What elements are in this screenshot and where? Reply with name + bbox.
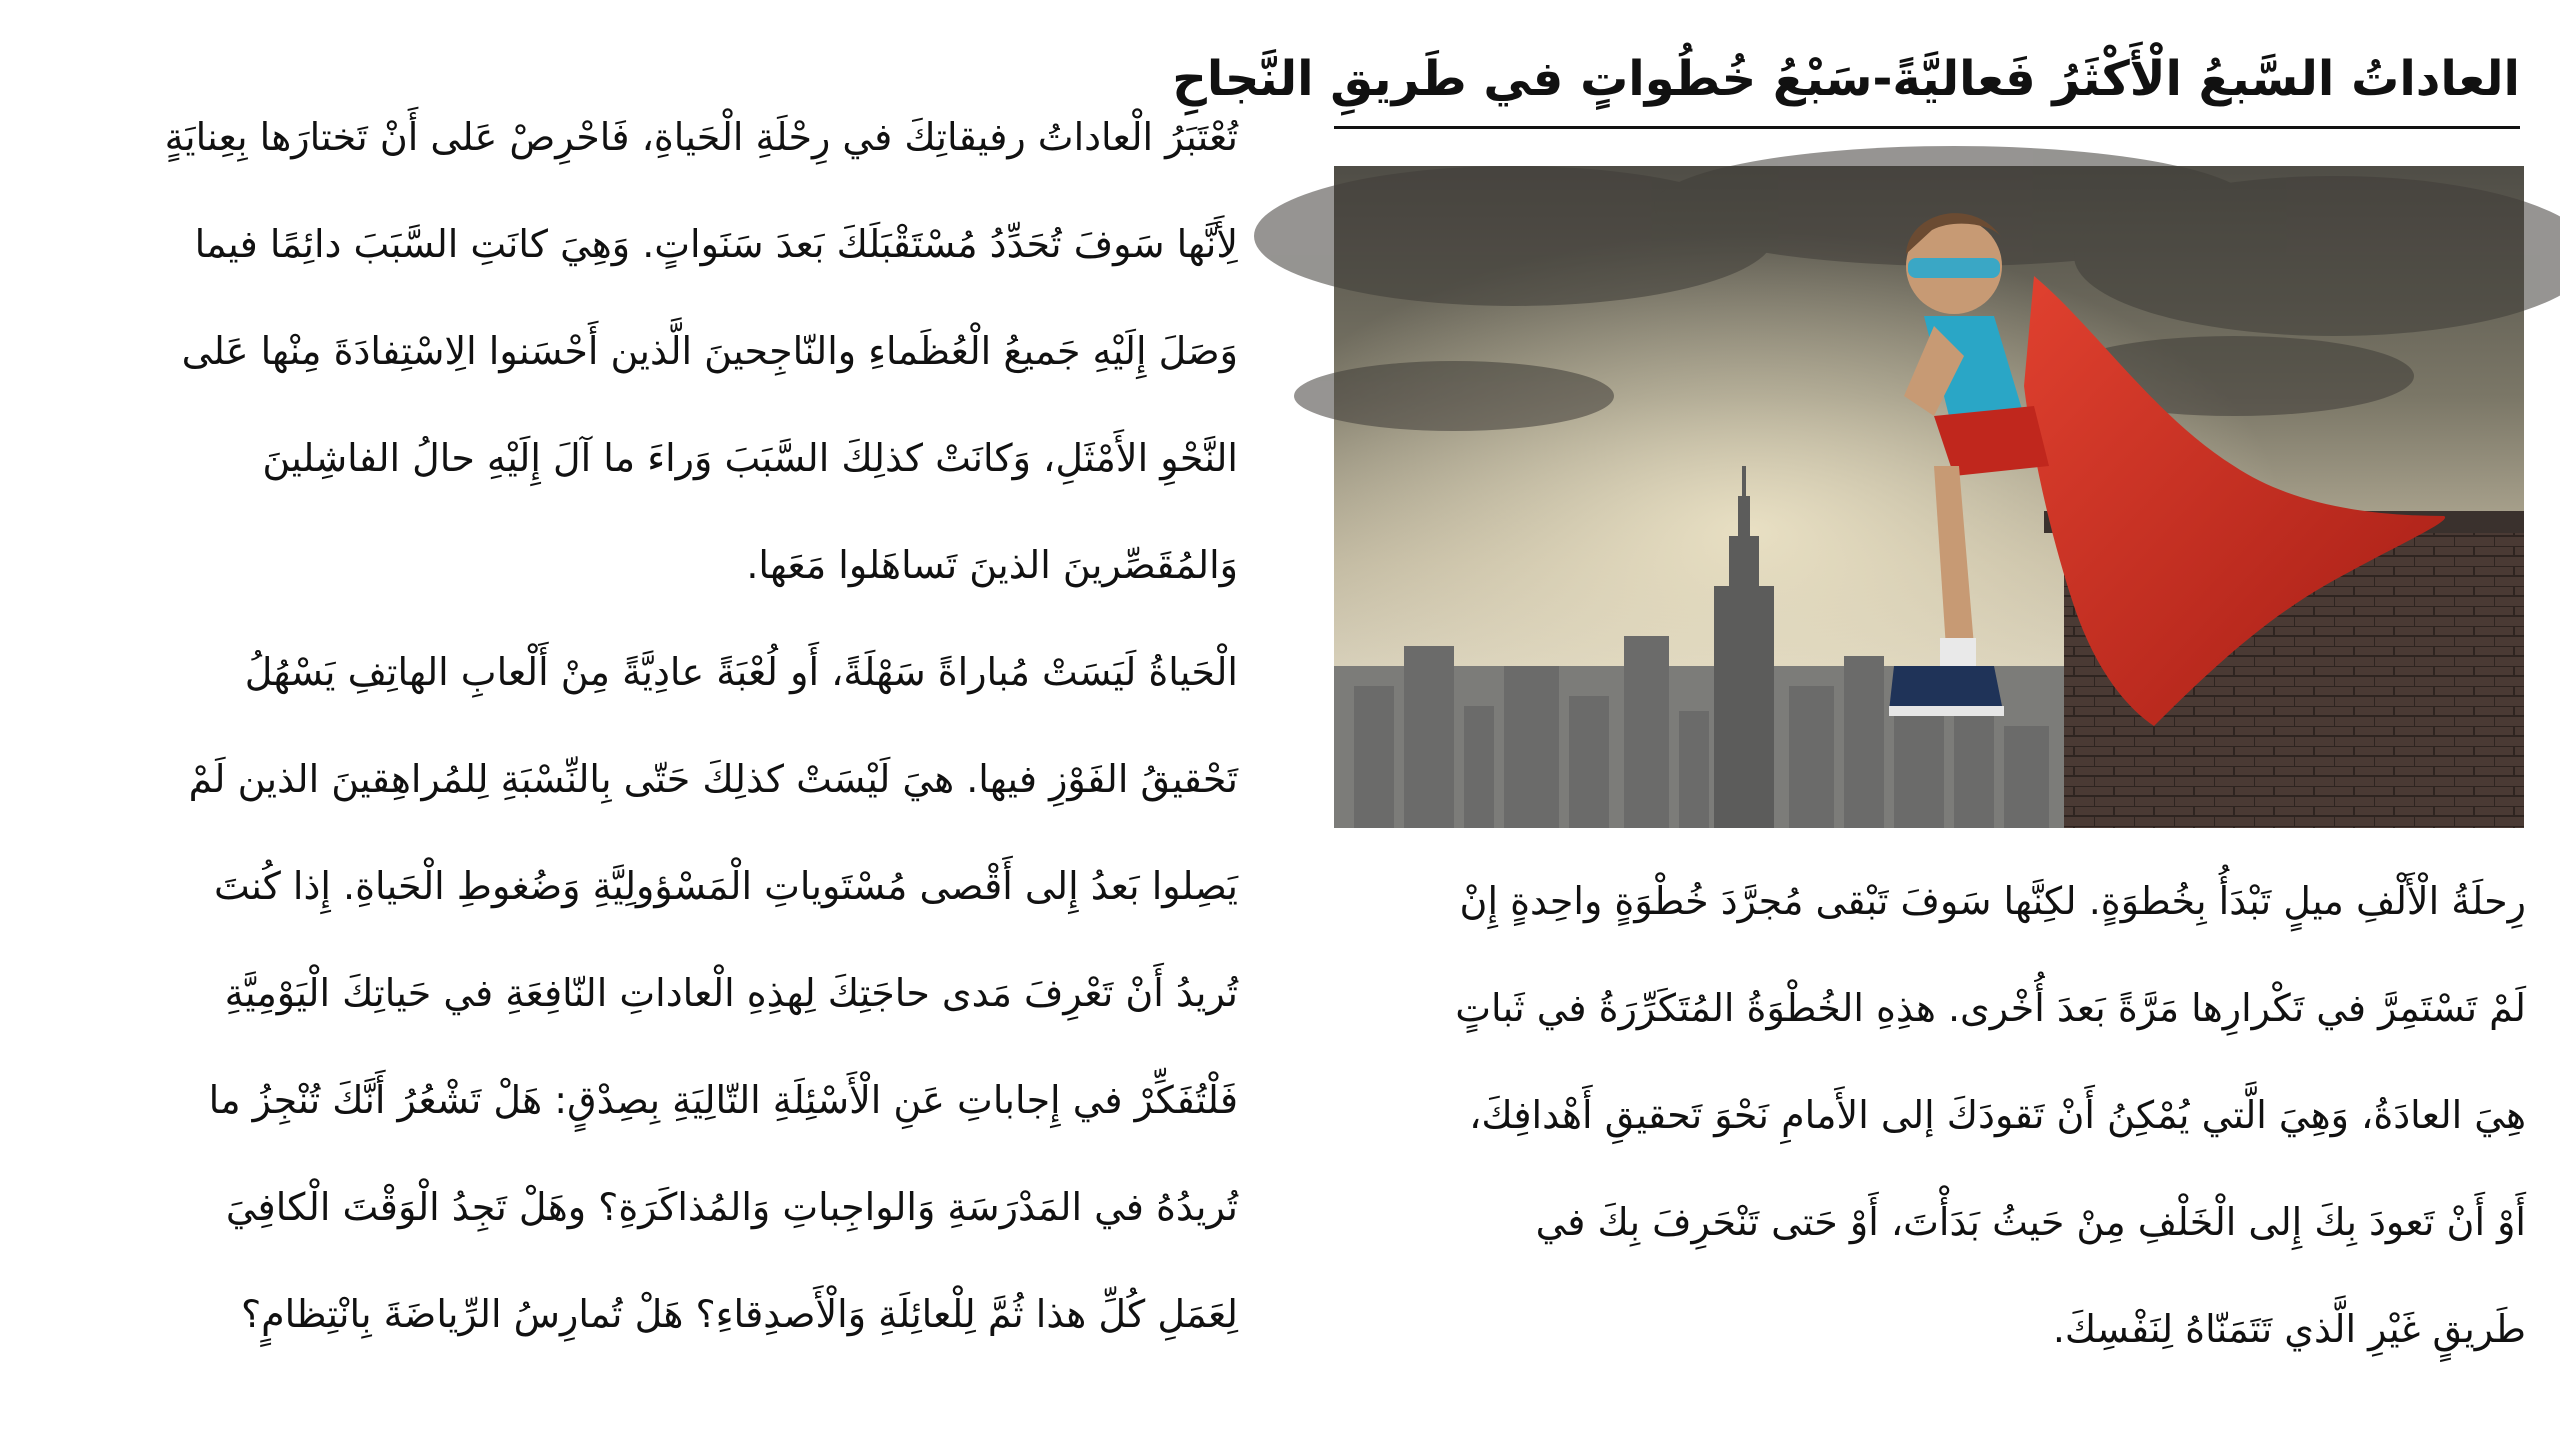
text-line: فَلْتُفَكِّرْ في إِجاباتِ عَنِ الْأَسْئِلَةِ التّالِيَةِ بِصِدْقٍ: هَلْ تَشْعُرُ أَنَّكَ تُنْجِزُ ما <box>208 1078 1238 1122</box>
text-line: تُريدُهُ في المَدْرَسَةِ وَالواجِباتِ وَالمُذاكَرَةِ؟ وهَلْ تَجِدُ الْوَقْتَ الْكافِيَ <box>225 1185 1238 1229</box>
text-line: تُريدُ أَنْ تَعْرِفَ مَدى حاجَتِكَ لِهذِهِ الْعاداتِ النّافِعَةِ في حَياتِكَ الْيَوْمِيَّةِ <box>224 971 1238 1015</box>
text-line: طَريقٍ غَيْرِ الَّذي تَتَمَنّاهُ لِنَفْسِكَ. <box>2052 1307 2526 1351</box>
text-line: لَمْ تَسْتَمِرَّ في تَكْرارِها مَرَّةً بَعدَ أُخْرى. هذِهِ الخُطْوَةُ المُتَكَرِّرَةُ في ثَباتٍ <box>1455 986 2526 1030</box>
text-line: النَّحْوِ الأَمْثَلِ، وَكانَتْ كذلِكَ السَّبَبَ وَراءَ ما آلَ إِلَيْهِ حالُ الفاشِلينَ <box>262 436 1238 480</box>
title-underline <box>1334 126 2520 129</box>
article-title: العاداتُ السَّبعُ الْأَكْثَرُ فَعاليَّةً-سَبْعُ خُطُواتٍ في طَريقِ النَّجاحِ <box>1172 51 2520 107</box>
text-line: تُعْتَبَرُ الْعاداتُ رفيقاتِكَ في رِحْلَةِ الْحَياةِ، فَاحْرِصْ عَلى أَنْ تَختارَها بِعِنايَةٍ <box>164 115 1238 159</box>
text-line: لِعَمَلِ كُلِّ هذا ثُمَّ لِلْعائِلَةِ وَالْأَصدِقاءِ؟ هَلْ تُمارِسُ الرِّياضَةَ بِانْتِظامٍ؟ <box>240 1292 1238 1336</box>
left-column-text <box>60 84 1238 1368</box>
hero-image <box>1334 166 2524 828</box>
text-line: يَصِلوا بَعدُ إِلى أَقْصى مُسْتَوياتِ الْمَسْؤولِيَّةِ وَضُغوطِ الْحَياةِ. إِذا كُنتَ <box>213 864 1238 908</box>
text-line: لِأَنَّها سَوفَ تُحَدِّدُ مُسْتَقْبَلَكَ بَعدَ سَنَواتٍ. وَهِيَ كانَتِ السَّبَبَ دائِمًا فيما <box>194 222 1238 266</box>
text-line: تَحْقيقُ الفَوْزِ فيها. هيَ لَيْسَتْ كذلِكَ حَتّى بِالنِّسْبَةِ لِلمُراهِقينَ الذين لَمْ <box>188 757 1238 801</box>
text-line: هِيَ العادَةُ، وَهِيَ الَّتي يُمْكِنُ أَنْ تَقودَكَ إلى الأَمامِ نَحْوَ تَحقيقِ أَهْدافِكَ، <box>1469 1093 2526 1137</box>
right-column-text <box>1334 848 2526 1383</box>
text-line: أَوْ أَنْ تَعودَ بِكَ إِلى الْخَلْفِ مِنْ حَيثُ بَدَأْتَ، أَوْ حَتى تَنْحَرِفَ بِكَ في <box>1535 1200 2526 1244</box>
text-line: رِحلَةُ الْأَلْفِ ميلٍ تَبْدَأُ بِخُطوَةٍ. لكِنَّها سَوفَ تَبْقى مُجرَّدَ خُطْوَةٍ واحِدةٍ إِنْ <box>1459 879 2526 923</box>
text-line: وَالمُقَصِّرينَ الذينَ تَساهَلوا مَعَها. <box>746 543 1238 587</box>
text-line: وَصَلَ إِلَيْهِ جَميعُ الْعُظَماءِ والنّاجِحينَ الَّذين أَحْسَنوا الِاسْتِفادَةَ مِنْها عَلى <box>181 329 1238 373</box>
text-line: الْحَياةُ لَيَسَتْ مُباراةً سَهْلَةً، أَو لُعْبَةً عادِيَّةً مِنْ أَلْعابِ الهاتِفِ يَسْهُلُ <box>244 650 1238 694</box>
